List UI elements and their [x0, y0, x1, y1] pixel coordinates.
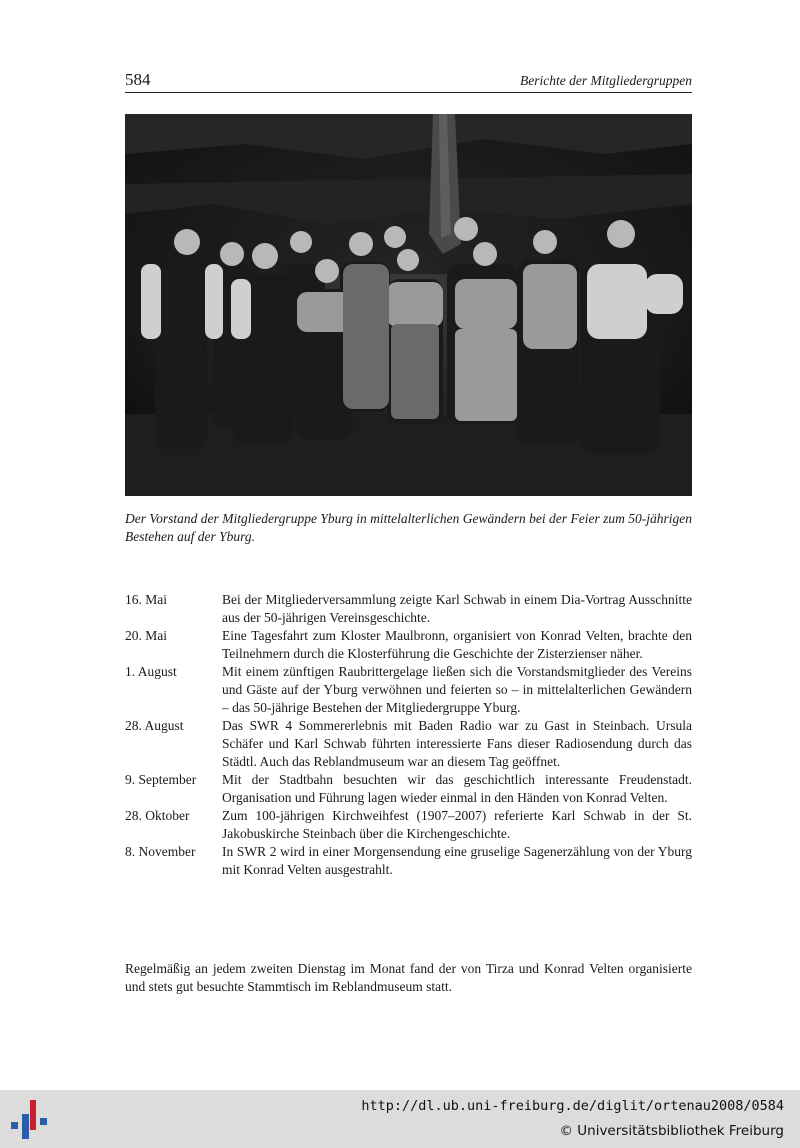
event-date: 8. November: [125, 844, 196, 859]
event-text: Zum 100-jährigen Kirchweihfest (1907–2007) referierte Karl Schwab in der St. Jakobuskirche Steinbach über die Kirchengeschichte.: [222, 808, 692, 841]
event-entry: [125, 591, 692, 627]
footer-bar: [0, 1090, 800, 1148]
event-text: Eine Tagesfahrt zum Kloster Maulbronn, organisiert von Konrad Velten, brachte den Teilnehmern durch die Klosterführung die Geschichte der Zisterzienser näher.: [222, 628, 692, 661]
event-list: [125, 591, 692, 879]
event-text: Bei der Mitgliederversammlung zeigte Karl Schwab in einem Dia-Vortrag Ausschnitte aus der 50-jährigen Vereinsgeschichte.: [222, 592, 692, 625]
page-header: [125, 68, 692, 93]
page-number: 584: [125, 70, 151, 89]
event-entry: [125, 717, 692, 771]
group-photo: [125, 114, 692, 496]
event-entry: [125, 843, 692, 879]
footer-copyright: © Universitätsbibliothek Freiburg: [559, 1123, 784, 1139]
photo-caption: Der Vorstand der Mitgliedergruppe Yburg in mittelalterlichen Gewändern bei der Feier zum 50-jährigen Bestehen auf der Yburg.: [125, 511, 692, 544]
library-logo-icon: [11, 1100, 51, 1140]
event-date: 28. Oktober: [125, 808, 190, 823]
event-entry: [125, 771, 692, 807]
event-date: 20. Mai: [125, 628, 167, 643]
event-text: Mit der Stadtbahn besuchten wir das geschichtlich interessante Freudenstadt. Organisation und Führung lagen wieder einmal in den Händen von Konrad Velten.: [222, 772, 692, 805]
event-date: 9. September: [125, 772, 197, 787]
event-entry: [125, 663, 692, 717]
event-date: 28. August: [125, 718, 184, 733]
event-text: Das SWR 4 Sommererlebnis mit Baden Radio war zu Gast in Steinbach. Ursula Schäfer und Karl Schwab führten interessierte Fans dieser Radiosendung durch das Städtl. Auch das Reblandmuseum war an diesem Tag geöffnet.: [222, 718, 692, 769]
footer-url-link[interactable]: http://dl.ub.uni-freiburg.de/diglit/ortenau2008/0584: [361, 1098, 784, 1114]
event-text: Mit einem zünftigen Raubrittergelage ließen sich die Vorstandsmitglieder des Vereins und Gäste auf der Yburg verwöhnen und feierten so – in mittelalterlichen Gewändern – das 50-jährige Bestehen der Mitgliedergruppe Yburg.: [222, 664, 692, 715]
event-entry: [125, 627, 692, 663]
closing-paragraph: Regelmäßig an jedem zweiten Dienstag im Monat fand der von Tirza und Konrad Velten organisierte und stets gut besuchte Stammtisch im Reblandmuseum statt.: [125, 961, 692, 994]
event-text: In SWR 2 wird in einer Morgensendung eine gruselige Sagenerzählung von der Yburg mit Konrad Velten ausgestrahlt.: [222, 844, 692, 877]
event-entry: [125, 807, 692, 843]
running-title: Berichte der Mitgliedergruppen: [520, 73, 692, 88]
event-date: 16. Mai: [125, 592, 167, 607]
event-date: 1. August: [125, 664, 177, 679]
